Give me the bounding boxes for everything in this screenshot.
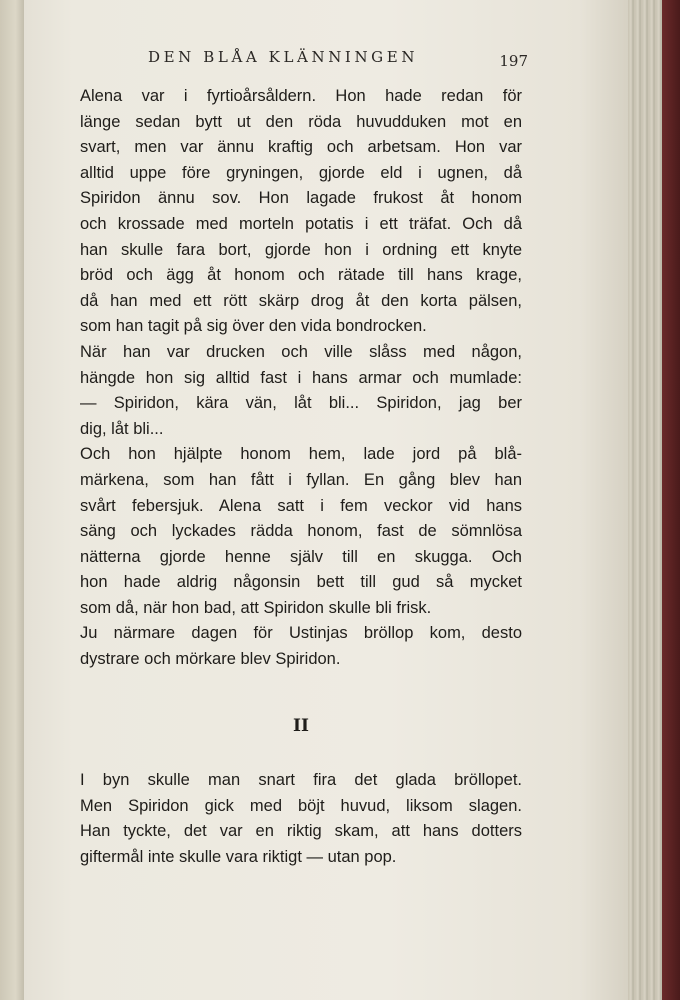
section-two-text [80,768,522,870]
text-line: — Spiridon, kära vän, låt bli... Spiridon, jag ber [80,394,522,413]
text-line: Ju närmare dagen för Ustinjas bröllop kom, desto [80,624,522,643]
text-line: han skulle fara bort, gjorde hon i ordning ett knyte [80,240,522,259]
text-line: dystrare och mörkare blev Spiridon. [80,650,341,669]
text-line: Men Spiridon gick med böjt huvud, liksom slagen. [80,796,522,815]
text-line: märkena, som han fått i fyllan. En gång blev han [80,470,522,489]
main-text [80,84,522,673]
text-line: hon hade aldrig någonsin bett till gud så mycket [80,573,522,592]
text-line: och krossade med morteln potatis i ett träfat. Och då [80,214,522,233]
text-line: Alena var i fyrtioårsåldern. Hon hade redan för [80,87,522,105]
text-line: Han tyckte, det var en riktig skam, att hans dotters [80,822,522,841]
text-line: alltid uppe före gryningen, gjorde eld i ugnen, då [80,163,522,182]
text-line: Spiridon ännu sov. Hon lagade frukost åt honom [80,189,522,208]
text-line: säng och lyckades rädda honom, fast de sömnlösa [80,522,522,541]
text-line: som han tagit på sig över den vida bondrocken. [80,317,427,336]
text-line: då han med ett rött skärp drog åt den korta pälsen, [80,291,522,310]
text-line: När han var drucken och ville slåss med någon, [80,342,522,361]
text-line: hängde hon sig alltid fast i hans armar och mumlade: [80,368,522,387]
text-line: nätterna gjorde henne själv till en skugga. Och [80,547,522,566]
text-line: bröd och ägg åt honom och rätade till hans krage, [80,266,522,285]
text-line: giftermål inte skulle vara riktigt — utan pop. [80,847,397,866]
facing-page-edge [0,0,26,1000]
book-cover-edge [662,0,680,1000]
text-line: svårt febersjuk. Alena satt i fem veckor vid hans [80,496,522,515]
text-line: dig, låt bli... [80,419,164,438]
text-line: svart, men var ännu kraftig och arbetsam. Hon var [80,138,522,157]
text-line: I byn skulle man snart fira det glada bröllopet. [80,771,522,789]
page-number: 197 [499,52,528,70]
running-title: DEN BLÅA KLÄNNINGEN [148,48,419,66]
section-heading: II [293,716,309,736]
text-line: Och hon hjälpte honom hem, lade jord på blå- [80,445,522,464]
text-line: länge sedan bytt ut den röda huvudduken mot en [80,112,522,131]
text-line: som då, när hon bad, att Spiridon skulle bli frisk. [80,598,432,617]
running-header [148,46,528,74]
section-heading-wrap [80,716,522,742]
